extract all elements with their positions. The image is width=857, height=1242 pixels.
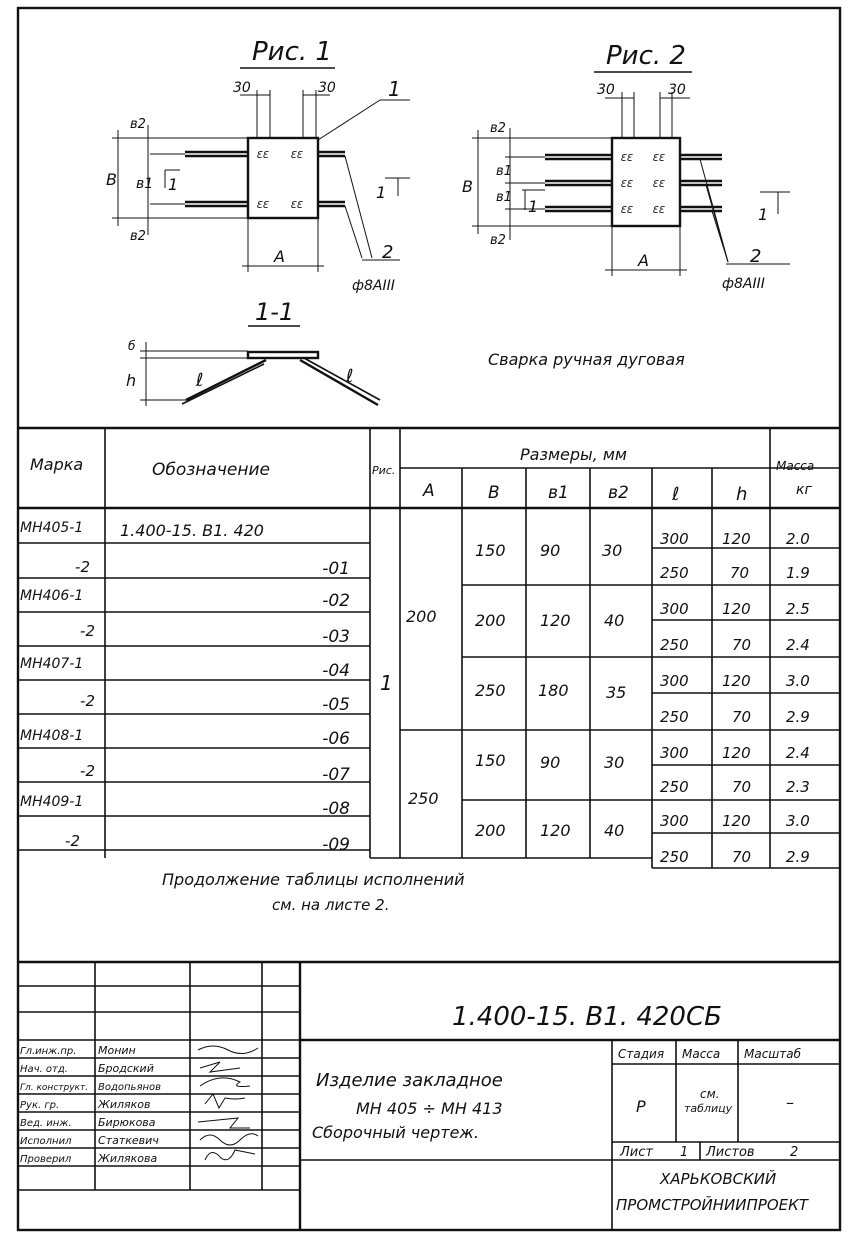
section-dim-l-right: ℓ <box>346 366 354 387</box>
section-dim-l-left: ℓ <box>196 370 204 391</box>
row-designation: 1.400-15. В1. 420 <box>120 521 264 540</box>
fig2-dim-B: В <box>462 177 473 196</box>
mass-value: 2.0 <box>786 530 810 548</box>
svg-text:ƐƐ: ƐƐ <box>290 150 303 161</box>
product-line-3: Сборочный чертеж. <box>312 1123 479 1142</box>
l-value: 250 <box>660 564 689 582</box>
h-value: 70 <box>732 708 752 726</box>
fig2-callout-2: 2 <box>750 246 762 267</box>
mass-value-1: см. <box>700 1087 720 1101</box>
signature-mark <box>205 1094 245 1108</box>
fig2-dim-30-right: 30 <box>668 82 686 98</box>
signer-role: Исполнил <box>20 1136 72 1147</box>
svg-text:ƐƐ: ƐƐ <box>652 153 665 164</box>
row-designation: -05 <box>322 695 350 715</box>
section-title: 1-1 <box>255 298 295 326</box>
b1-value: 120 <box>540 821 571 840</box>
mass-value: 2.9 <box>786 848 810 866</box>
doc-code: 1.400-15. В1. 420СБ <box>452 1002 722 1032</box>
signer-name: Монин <box>98 1044 136 1057</box>
product-line-1: Изделие закладное <box>316 1070 503 1091</box>
row-designation: -08 <box>322 799 350 819</box>
h-value: 70 <box>732 636 752 654</box>
fig2-sec-left: 1 <box>528 197 539 216</box>
row-designation: -01 <box>322 559 350 579</box>
signature-mark <box>200 1062 240 1072</box>
fig1-title: Рис. 1 <box>252 37 332 67</box>
b1-value: 120 <box>540 611 571 630</box>
l-value: 300 <box>660 600 689 618</box>
b-value: 150 <box>475 751 506 770</box>
l-value: 250 <box>660 778 689 796</box>
row-mark: -2 <box>65 832 80 850</box>
svg-text:ƐƐ: ƐƐ <box>620 179 633 190</box>
signer-name: Водопьянов <box>98 1082 162 1093</box>
sheet-value: 1 <box>680 1145 689 1160</box>
b1-value: 90 <box>540 541 561 560</box>
h-value: 120 <box>722 672 751 690</box>
fig2-sec-right: 1 <box>758 205 769 224</box>
header-h: h <box>736 484 748 505</box>
signer-role: Рук. гр. <box>20 1100 60 1111</box>
h-value: 120 <box>722 744 751 762</box>
signer-role: Вед. инж. <box>20 1118 72 1129</box>
fig1-dim-A: А <box>274 247 285 266</box>
section-dim-b: б <box>128 339 136 353</box>
mass-value: 2.9 <box>786 708 810 726</box>
signatures <box>198 1046 258 1160</box>
product-line-2: МН 405 ÷ МН 413 <box>356 1099 503 1118</box>
section-dim-h: h <box>126 371 137 390</box>
signer-name: Бродский <box>98 1062 154 1075</box>
org-line-1: ХАРЬКОВСКИЙ <box>660 1170 777 1188</box>
fig1-dim-30-right: 30 <box>318 80 336 96</box>
signature-mark <box>200 1134 258 1145</box>
fig2-dim-b2-top: в2 <box>490 121 506 136</box>
fig1-callout-2: 2 <box>382 242 394 263</box>
signer-role: Гл. конструкт. <box>20 1083 89 1093</box>
figure-1 <box>106 37 410 294</box>
mass-value-2: таблицу <box>684 1102 733 1115</box>
mass-value: 2.4 <box>786 744 810 762</box>
scale-label: Масштаб <box>744 1047 802 1061</box>
header-sizes: Размеры, мм <box>520 445 627 464</box>
header-mass: Масса <box>776 459 815 473</box>
header-fig: Рис. <box>372 464 396 477</box>
header-l: ℓ <box>672 484 680 505</box>
stage-value: Р <box>636 1097 646 1116</box>
l-value: 250 <box>660 636 689 654</box>
signature-mark <box>205 1150 255 1160</box>
h-value: 120 <box>722 812 751 830</box>
b2-value: 30 <box>604 753 625 772</box>
signature-mark <box>198 1046 258 1054</box>
weld-note: Сварка ручная дуговая <box>488 350 685 369</box>
fig2-dim-b1-bot: в1 <box>496 190 512 205</box>
svg-text:ƐƐ: ƐƐ <box>256 200 269 211</box>
h-value: 120 <box>722 530 751 548</box>
signer-role: Нач. отд. <box>20 1064 68 1075</box>
svg-text:ƐƐ: ƐƐ <box>652 205 665 216</box>
b2-value: 35 <box>606 683 627 702</box>
mass-value: 2.5 <box>786 600 810 618</box>
fig2-rebar: ф8АIII <box>722 276 765 292</box>
svg-text:ƐƐ: ƐƐ <box>620 205 633 216</box>
b2-value: 40 <box>604 821 625 840</box>
b1-value: 90 <box>540 753 561 772</box>
row-mark: -2 <box>80 692 95 710</box>
row-mark: МН407-1 <box>20 656 84 672</box>
org-line-2: ПРОМСТРОЙНИИПРОЕКТ <box>616 1196 808 1214</box>
l-value: 250 <box>660 708 689 726</box>
fig1-dim-B: В <box>106 170 117 189</box>
fig1-sec-left: 1 <box>168 175 179 194</box>
row-designation: -02 <box>322 591 350 611</box>
mass-value: 1.9 <box>786 564 810 582</box>
row-mark: МН406-1 <box>20 588 84 604</box>
h-value: 70 <box>730 564 750 582</box>
figure-2 <box>462 41 790 292</box>
row-designation: -06 <box>322 729 350 749</box>
header-b1: в1 <box>548 483 569 503</box>
h-value: 70 <box>732 848 752 866</box>
b-value: 200 <box>475 611 506 630</box>
mass-value: 2.3 <box>786 778 810 796</box>
sheets-value: 2 <box>790 1145 799 1160</box>
row-mark: -2 <box>80 762 95 780</box>
header-mass-unit: кг <box>796 482 812 498</box>
a-group: 250 <box>408 789 439 808</box>
signer-name: Жилякова <box>98 1152 158 1165</box>
fig1-dim-b2-top: в2 <box>130 117 146 132</box>
svg-text:ƐƐ: ƐƐ <box>256 150 269 161</box>
header-B: В <box>488 483 500 503</box>
header-b2: в2 <box>608 483 629 503</box>
fig1-dim-b1: в1 <box>136 176 154 192</box>
sheet-label: Лист <box>620 1145 653 1160</box>
b1-value: 180 <box>538 681 569 700</box>
signer-name: Жиляков <box>98 1098 151 1111</box>
signer-role: Гл.инж.пр. <box>20 1046 77 1057</box>
a-group: 200 <box>406 607 437 626</box>
b-value: 250 <box>475 681 506 700</box>
signer-name: Статкевич <box>98 1134 159 1147</box>
h-value: 70 <box>732 778 752 796</box>
fig2-dim-30-left: 30 <box>597 82 615 98</box>
l-value: 250 <box>660 848 689 866</box>
continuation-note-1: Продолжение таблицы исполнений <box>162 870 465 889</box>
section-1-1 <box>126 298 685 406</box>
signer-name: Бирюкова <box>98 1116 156 1129</box>
b-value: 150 <box>475 541 506 560</box>
fig1-dim-30-left: 30 <box>233 80 251 96</box>
mass-value: 2.4 <box>786 636 810 654</box>
title-block <box>18 962 840 1230</box>
header-mark: Марка <box>30 455 84 474</box>
header-designation: Обозначение <box>152 460 270 480</box>
b2-value: 40 <box>604 611 625 630</box>
fig2-dim-b1-top: в1 <box>496 164 512 179</box>
l-value: 300 <box>660 530 689 548</box>
sheets-label: Листов <box>706 1145 755 1160</box>
mass-label: Масса <box>682 1047 721 1061</box>
fig1-dim-b2-bot: в2 <box>130 229 146 244</box>
stage-label: Стадия <box>618 1047 665 1061</box>
signature-mark <box>198 1118 250 1128</box>
row-mark: -2 <box>80 622 95 640</box>
fig1-callout-1: 1 <box>388 77 401 101</box>
row-designation: -04 <box>322 661 350 681</box>
svg-text:ƐƐ: ƐƐ <box>652 179 665 190</box>
row-designation: -03 <box>322 627 350 647</box>
signer-role: Проверил <box>20 1154 72 1165</box>
svg-text:ƐƐ: ƐƐ <box>620 153 633 164</box>
execution-table <box>18 428 840 914</box>
fig1-sec-right: 1 <box>376 183 387 202</box>
b-value: 200 <box>475 821 506 840</box>
fig-value: 1 <box>380 671 393 695</box>
fig1-rebar: ф8АIII <box>352 278 395 294</box>
mass-value: 3.0 <box>786 812 810 830</box>
l-value: 300 <box>660 812 689 830</box>
h-value: 120 <box>722 600 751 618</box>
row-mark: МН405-1 <box>20 520 84 536</box>
row-designation: -07 <box>322 765 350 785</box>
continuation-note-2: см. на листе 2. <box>272 896 390 914</box>
row-mark: МН409-1 <box>20 794 84 810</box>
svg-text:ƐƐ: ƐƐ <box>290 200 303 211</box>
header-A: А <box>423 481 435 501</box>
mass-value: 3.0 <box>786 672 810 690</box>
fig2-title: Рис. 2 <box>606 41 686 71</box>
scale-value: – <box>786 1093 794 1112</box>
l-value: 300 <box>660 672 689 690</box>
row-mark: МН408-1 <box>20 728 84 744</box>
b2-value: 30 <box>602 541 623 560</box>
signature-mark <box>200 1078 250 1087</box>
l-value: 300 <box>660 744 689 762</box>
row-designation: -09 <box>322 835 350 855</box>
row-mark: -2 <box>75 558 90 576</box>
fig2-dim-b2-bot: в2 <box>490 233 506 248</box>
fig2-dim-A: А <box>638 251 649 270</box>
